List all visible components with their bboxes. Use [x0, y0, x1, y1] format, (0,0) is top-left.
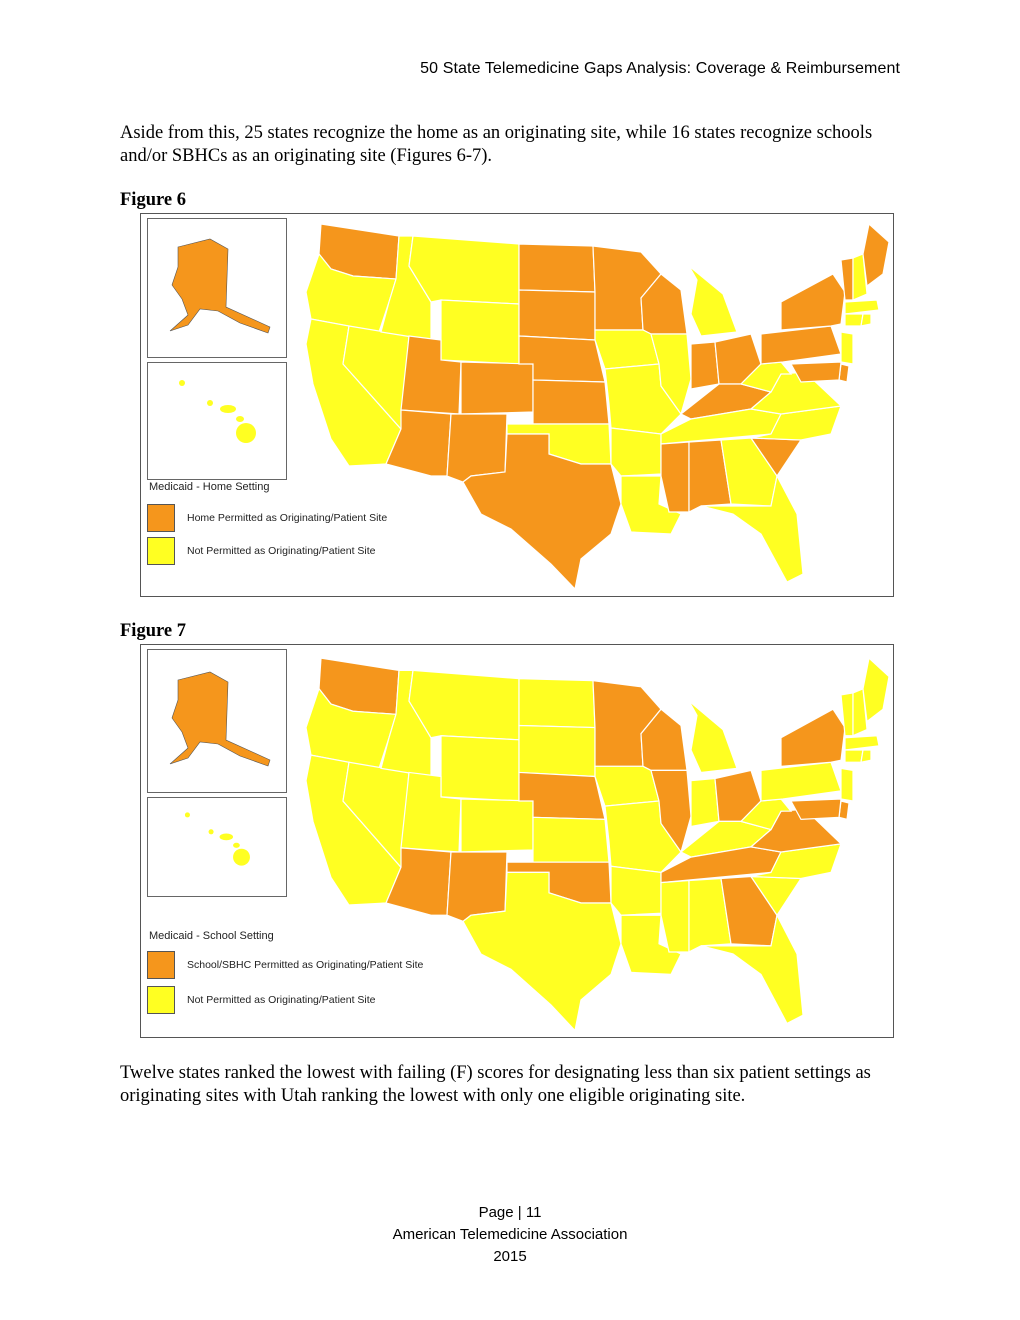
state-ct — [845, 314, 863, 326]
hawaii-inset — [147, 797, 287, 897]
state-me — [863, 224, 889, 286]
figure-6-label: Figure 6 — [120, 190, 186, 210]
state-ms — [661, 881, 689, 952]
state-ny — [781, 274, 845, 330]
legend-not-permitted — [147, 986, 376, 1014]
state-nj — [841, 332, 853, 364]
intro-paragraph: Aside from this, 25 states recognize the home as an originating site, while 16 states recognize schools and/or SBHCs as an originating site (Figures 6-7). — [120, 123, 873, 166]
legend-not-permitted — [147, 537, 376, 565]
state-hi-island-3 — [220, 833, 234, 840]
state-ms — [661, 442, 689, 512]
state-hi-island-2 — [207, 400, 213, 406]
state-co — [461, 799, 533, 852]
state-mi — [689, 701, 737, 772]
page-header: 50 State Telemedicine Gaps Analysis: Coverage & Reimbursement — [420, 60, 900, 77]
legend-swatch-not-permitted — [147, 986, 175, 1014]
state-wy — [441, 300, 519, 364]
state-hi-island-4 — [236, 416, 244, 422]
state-nm — [447, 852, 507, 921]
legend-permitted-label: School/SBHC Permitted as Originating/Patient Site — [187, 959, 424, 971]
legend-permitted-label: Home Permitted as Originating/Patient Site — [187, 512, 388, 524]
state-ma — [845, 736, 879, 750]
state-wy — [441, 736, 519, 801]
state-ar — [611, 428, 661, 476]
state-ks — [533, 380, 609, 424]
page-number: Page | 11 — [478, 1204, 542, 1221]
state-hi-island-5 — [236, 423, 256, 443]
legend-not-permitted-label: Not Permitted as Originating/Patient Site — [187, 994, 376, 1006]
state-ks — [533, 817, 609, 862]
state-ri — [861, 314, 871, 326]
state-mt — [409, 670, 519, 739]
state-hi-island-3 — [220, 405, 236, 413]
legend-title: Medicaid - Home Setting — [149, 481, 270, 493]
state-nd — [519, 244, 595, 292]
state-hi-island-1 — [179, 380, 185, 386]
legend-swatch-permitted — [147, 951, 175, 979]
state-ri — [861, 750, 871, 762]
state-mt — [409, 236, 519, 304]
state-ny — [781, 709, 845, 766]
legend-title: Medicaid - School Setting — [149, 930, 274, 942]
legend-permitted — [147, 951, 423, 979]
state-sd — [519, 290, 595, 340]
state-ma — [845, 300, 879, 314]
state-mi — [689, 266, 737, 336]
state-me — [863, 658, 889, 721]
state-ar — [611, 866, 661, 915]
closing-paragraph: Twelve states ranked the lowest with failing (F) scores for designating less than six patient settings as originating sites with Utah ranking the lowest with only one eligible originating site. — [120, 1063, 871, 1106]
state-sd — [519, 726, 595, 777]
state-nd — [519, 679, 595, 728]
legend-swatch-permitted — [147, 504, 175, 532]
hawaii-inset — [147, 362, 287, 480]
state-ak — [170, 672, 270, 766]
footer-year: 2015 — [493, 1248, 527, 1265]
state-nj — [841, 768, 853, 801]
legend-swatch-not-permitted — [147, 537, 175, 565]
state-in — [691, 779, 719, 827]
state-hi-island-4 — [233, 843, 240, 848]
state-ia — [595, 330, 659, 369]
state-in — [691, 342, 719, 389]
state-pa — [761, 326, 841, 364]
state-hi-island-1 — [185, 812, 190, 817]
alaska-inset — [147, 649, 287, 793]
page-footer — [0, 1202, 1020, 1268]
state-hi-island-5 — [233, 849, 250, 866]
state-pa — [761, 762, 841, 801]
state-ct — [845, 750, 863, 762]
state-co — [461, 362, 533, 414]
state-nm — [447, 414, 507, 482]
organization-name: American Telemedicine Association — [392, 1226, 628, 1243]
state-ak — [170, 239, 270, 333]
state-ia — [595, 766, 659, 806]
legend-not-permitted-label: Not Permitted as Originating/Patient Site — [187, 545, 376, 557]
figure-6-map — [140, 213, 894, 597]
figure-7-label: Figure 7 — [120, 621, 186, 641]
legend-permitted — [147, 504, 387, 532]
alaska-inset — [147, 218, 287, 358]
state-hi-island-2 — [209, 829, 214, 834]
figure-7-map — [140, 644, 894, 1038]
